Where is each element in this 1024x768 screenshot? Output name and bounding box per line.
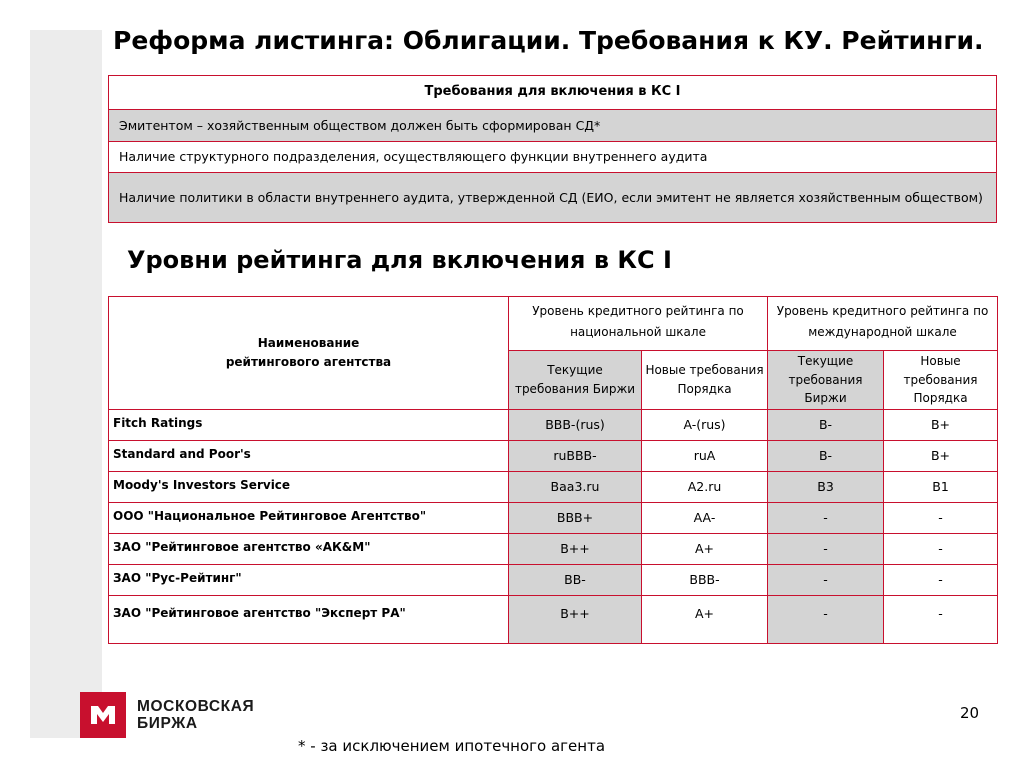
- agency-column-header: [109, 297, 509, 410]
- agency-name: Fitch Ratings: [109, 410, 509, 441]
- table-row: [109, 503, 998, 534]
- table-row: [109, 142, 997, 173]
- international-new-rating: -: [884, 565, 998, 596]
- requirement-cell: Наличие структурного подразделения, осуществляющего функции внутреннего аудита: [109, 142, 997, 173]
- agency-header-line1: Наименование: [257, 336, 360, 351]
- agency-name: ЗАО "Рейтинговое агентство "Эксперт РА": [109, 596, 509, 644]
- international-new-rating: -: [884, 503, 998, 534]
- requirements-table: [108, 75, 997, 223]
- international-current-rating: B-: [768, 410, 884, 441]
- page-number: 20: [960, 704, 980, 722]
- logo-line1: МОСКОВСКАЯ: [137, 697, 255, 715]
- international-new-header: Новые требования Порядка: [884, 351, 998, 410]
- moex-logo-icon: [80, 692, 126, 738]
- national-new-rating: A-(rus): [642, 410, 768, 441]
- table-row: [109, 534, 998, 565]
- international-current-rating: -: [768, 534, 884, 565]
- national-current-header: Текущие требования Биржи: [509, 351, 642, 410]
- footnote: * - за исключением ипотечного агента: [298, 737, 606, 755]
- national-new-rating: A+: [642, 596, 768, 644]
- international-current-rating: -: [768, 565, 884, 596]
- national-new-rating: BBB-: [642, 565, 768, 596]
- table-row: [109, 410, 998, 441]
- international-current-rating: -: [768, 503, 884, 534]
- logo-line2: БИРЖА: [137, 715, 198, 732]
- international-current-rating: B-: [768, 441, 884, 472]
- requirement-cell: Эмитентом – хозяйственным обществом должен быть сформирован СД*: [109, 110, 997, 142]
- national-current-rating: B++: [509, 534, 642, 565]
- international-new-rating: B+: [884, 441, 998, 472]
- international-current-rating: B3: [768, 472, 884, 503]
- table-row: [109, 596, 998, 644]
- requirement-cell: Наличие политики в области внутреннего аудита, утвержденной СД (ЕИО, если эмитент не является хозяйственным обществом): [109, 173, 997, 223]
- agency-name: ЗАО "Рус-Рейтинг": [109, 565, 509, 596]
- international-current-header: Текущие требования Биржи: [768, 351, 884, 410]
- table-row: [109, 441, 998, 472]
- national-new-header: Новые требования Порядка: [642, 351, 768, 410]
- table-row: [109, 110, 997, 142]
- agency-name: Standard and Poor's: [109, 441, 509, 472]
- table-row: [109, 173, 997, 223]
- national-new-rating: ruA: [642, 441, 768, 472]
- national-current-rating: BBB-(rus): [509, 410, 642, 441]
- national-scale-header: Уровень кредитного рейтинга по национальной шкале: [509, 297, 768, 351]
- international-new-rating: -: [884, 596, 998, 644]
- national-new-rating: A2.ru: [642, 472, 768, 503]
- national-current-rating: ruBBB-: [509, 441, 642, 472]
- international-new-rating: -: [884, 534, 998, 565]
- international-new-rating: B1: [884, 472, 998, 503]
- agency-name: ЗАО "Рейтинговое агентство «АК&M": [109, 534, 509, 565]
- national-current-rating: Baa3.ru: [509, 472, 642, 503]
- international-scale-header: Уровень кредитного рейтинга по международной шкале: [768, 297, 998, 351]
- moex-logo: [80, 692, 254, 738]
- table-row: [109, 565, 998, 596]
- slide-title: Реформа листинга: Облигации. Требования к КУ. Рейтинги.: [113, 26, 984, 55]
- agency-name: ООО "Национальное Рейтинговое Агентство": [109, 503, 509, 534]
- national-current-rating: B++: [509, 596, 642, 644]
- national-current-rating: BB-: [509, 565, 642, 596]
- ratings-table: [108, 296, 998, 644]
- international-current-rating: -: [768, 596, 884, 644]
- requirements-header: Требования для включения в КС I: [109, 76, 997, 110]
- agency-header-line2: рейтингового агентства: [225, 355, 392, 369]
- table-row: [109, 472, 998, 503]
- national-current-rating: BBB+: [509, 503, 642, 534]
- international-new-rating: B+: [884, 410, 998, 441]
- logo-text: [137, 698, 254, 732]
- agency-name: Moody's Investors Service: [109, 472, 509, 503]
- decorative-sidebar: [30, 30, 102, 738]
- section-title: Уровни рейтинга для включения в КС I: [127, 246, 672, 274]
- national-new-rating: A+: [642, 534, 768, 565]
- national-new-rating: AA-: [642, 503, 768, 534]
